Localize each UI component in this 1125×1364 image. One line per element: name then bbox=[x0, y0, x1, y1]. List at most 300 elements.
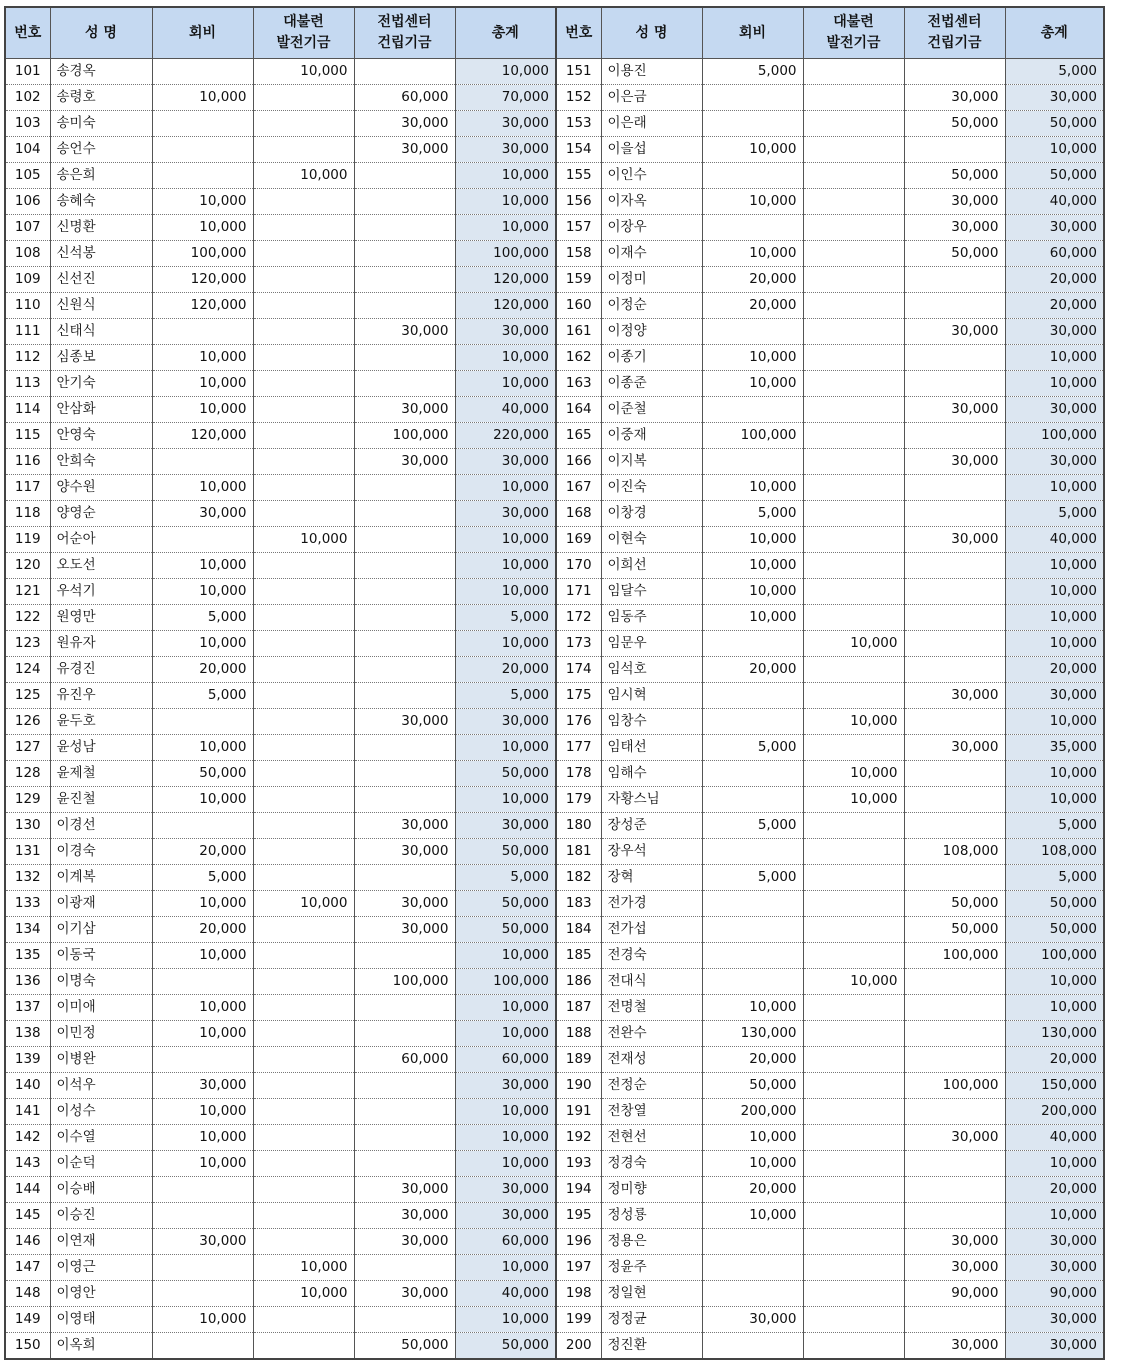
fund2-amount bbox=[904, 995, 1005, 1021]
fund1-amount bbox=[253, 1177, 354, 1203]
member-name: 이용진 bbox=[601, 59, 702, 85]
fund1-amount bbox=[253, 319, 354, 345]
total-amount: 60,000 bbox=[1005, 241, 1104, 267]
fund1-amount bbox=[803, 449, 904, 475]
row-number: 116 bbox=[5, 449, 50, 475]
header-fee: 회비 bbox=[152, 7, 253, 59]
row-number: 146 bbox=[5, 1229, 50, 1255]
row-number: 166 bbox=[556, 449, 601, 475]
total-amount: 5,000 bbox=[455, 865, 556, 891]
header-total: 총계 bbox=[1005, 7, 1104, 59]
member-name: 이승배 bbox=[50, 1177, 152, 1203]
fund2-amount bbox=[904, 579, 1005, 605]
row-number: 126 bbox=[5, 709, 50, 735]
table-row bbox=[5, 1021, 1104, 1047]
header-name: 성 명 bbox=[601, 7, 702, 59]
table-row bbox=[5, 839, 1104, 865]
total-amount: 50,000 bbox=[1005, 917, 1104, 943]
fee-amount: 10,000 bbox=[152, 475, 253, 501]
total-amount: 50,000 bbox=[455, 1333, 556, 1360]
member-name: 이자옥 bbox=[601, 189, 702, 215]
member-name: 전정순 bbox=[601, 1073, 702, 1099]
row-number: 118 bbox=[5, 501, 50, 527]
fee-amount: 10,000 bbox=[702, 1151, 803, 1177]
total-amount: 10,000 bbox=[455, 1125, 556, 1151]
row-number: 190 bbox=[556, 1073, 601, 1099]
member-name: 이순덕 bbox=[50, 1151, 152, 1177]
table-row bbox=[5, 943, 1104, 969]
row-number: 107 bbox=[5, 215, 50, 241]
fund2-amount bbox=[904, 267, 1005, 293]
fee-amount: 10,000 bbox=[702, 345, 803, 371]
member-name: 전가섭 bbox=[601, 917, 702, 943]
member-name: 임동주 bbox=[601, 605, 702, 631]
fund1-amount bbox=[803, 527, 904, 553]
total-amount: 10,000 bbox=[455, 1307, 556, 1333]
row-number: 119 bbox=[5, 527, 50, 553]
fund1-amount: 10,000 bbox=[253, 891, 354, 917]
fund2-amount: 50,000 bbox=[904, 111, 1005, 137]
fund2-amount: 50,000 bbox=[904, 163, 1005, 189]
member-name: 우석기 bbox=[50, 579, 152, 605]
fee-amount: 10,000 bbox=[152, 1099, 253, 1125]
fund2-amount: 30,000 bbox=[354, 1203, 455, 1229]
row-number: 123 bbox=[5, 631, 50, 657]
fund2-amount bbox=[354, 787, 455, 813]
fund2-amount bbox=[904, 1047, 1005, 1073]
total-amount: 10,000 bbox=[455, 735, 556, 761]
header-fund2 bbox=[354, 7, 455, 59]
fund2-amount bbox=[904, 293, 1005, 319]
fund2-amount: 108,000 bbox=[904, 839, 1005, 865]
table-row bbox=[5, 709, 1104, 735]
total-amount: 200,000 bbox=[1005, 1099, 1104, 1125]
total-amount: 50,000 bbox=[455, 839, 556, 865]
fund1-amount bbox=[253, 423, 354, 449]
member-name: 송령호 bbox=[50, 85, 152, 111]
fund2-amount: 30,000 bbox=[354, 1281, 455, 1307]
fee-amount: 10,000 bbox=[152, 631, 253, 657]
member-name: 안영숙 bbox=[50, 423, 152, 449]
member-name: 이정순 bbox=[601, 293, 702, 319]
row-number: 148 bbox=[5, 1281, 50, 1307]
fund2-amount bbox=[904, 709, 1005, 735]
member-name: 이준철 bbox=[601, 397, 702, 423]
member-name: 이영근 bbox=[50, 1255, 152, 1281]
fee-amount bbox=[702, 917, 803, 943]
row-number: 102 bbox=[5, 85, 50, 111]
total-amount: 10,000 bbox=[455, 553, 556, 579]
member-name: 양수원 bbox=[50, 475, 152, 501]
table-row bbox=[5, 1177, 1104, 1203]
row-number: 159 bbox=[556, 267, 601, 293]
member-name: 윤진철 bbox=[50, 787, 152, 813]
total-amount: 120,000 bbox=[455, 293, 556, 319]
fund1-amount bbox=[803, 1229, 904, 1255]
fee-amount bbox=[702, 215, 803, 241]
table-row bbox=[5, 293, 1104, 319]
fund1-amount bbox=[253, 371, 354, 397]
row-number: 122 bbox=[5, 605, 50, 631]
fund1-amount bbox=[253, 917, 354, 943]
table-row bbox=[5, 657, 1104, 683]
total-amount: 10,000 bbox=[455, 1151, 556, 1177]
member-name: 장혁 bbox=[601, 865, 702, 891]
fund1-amount: 10,000 bbox=[803, 969, 904, 995]
header-name: 성 명 bbox=[50, 7, 152, 59]
total-amount: 10,000 bbox=[455, 631, 556, 657]
fund2-amount: 30,000 bbox=[904, 1125, 1005, 1151]
row-number: 173 bbox=[556, 631, 601, 657]
fee-amount: 10,000 bbox=[152, 553, 253, 579]
fund1-amount bbox=[253, 137, 354, 163]
total-amount: 30,000 bbox=[1005, 1307, 1104, 1333]
total-amount: 50,000 bbox=[455, 917, 556, 943]
fund1-amount bbox=[253, 657, 354, 683]
total-amount: 10,000 bbox=[455, 527, 556, 553]
member-name: 윤두호 bbox=[50, 709, 152, 735]
fee-amount bbox=[152, 449, 253, 475]
row-number: 135 bbox=[5, 943, 50, 969]
fund1-amount bbox=[803, 215, 904, 241]
fee-amount bbox=[702, 1255, 803, 1281]
fee-amount: 20,000 bbox=[152, 839, 253, 865]
fee-amount: 10,000 bbox=[702, 995, 803, 1021]
member-name: 임창수 bbox=[601, 709, 702, 735]
row-number: 120 bbox=[5, 553, 50, 579]
row-number: 160 bbox=[556, 293, 601, 319]
fee-amount bbox=[152, 813, 253, 839]
fee-amount: 5,000 bbox=[152, 605, 253, 631]
fund1-amount bbox=[803, 1281, 904, 1307]
fund1-amount bbox=[803, 319, 904, 345]
total-amount: 10,000 bbox=[455, 345, 556, 371]
fund2-amount: 60,000 bbox=[354, 85, 455, 111]
member-name: 전경숙 bbox=[601, 943, 702, 969]
row-number: 117 bbox=[5, 475, 50, 501]
member-name: 이창경 bbox=[601, 501, 702, 527]
total-amount: 10,000 bbox=[455, 189, 556, 215]
total-amount: 150,000 bbox=[1005, 1073, 1104, 1099]
member-name: 양영순 bbox=[50, 501, 152, 527]
member-name: 임달수 bbox=[601, 579, 702, 605]
member-name: 장성준 bbox=[601, 813, 702, 839]
total-amount: 10,000 bbox=[1005, 787, 1104, 813]
fund2-amount: 60,000 bbox=[354, 1047, 455, 1073]
table-row bbox=[5, 1307, 1104, 1333]
fee-amount: 10,000 bbox=[152, 1021, 253, 1047]
total-amount: 5,000 bbox=[1005, 501, 1104, 527]
fee-amount: 10,000 bbox=[702, 553, 803, 579]
table-row bbox=[5, 1203, 1104, 1229]
member-name: 이경숙 bbox=[50, 839, 152, 865]
total-amount: 30,000 bbox=[455, 1177, 556, 1203]
total-amount: 30,000 bbox=[455, 111, 556, 137]
row-number: 109 bbox=[5, 267, 50, 293]
member-name: 자황스님 bbox=[601, 787, 702, 813]
fee-amount: 10,000 bbox=[152, 579, 253, 605]
row-number: 185 bbox=[556, 943, 601, 969]
row-number: 130 bbox=[5, 813, 50, 839]
row-number: 184 bbox=[556, 917, 601, 943]
total-amount: 30,000 bbox=[455, 449, 556, 475]
fund2-amount bbox=[904, 553, 1005, 579]
row-number: 131 bbox=[5, 839, 50, 865]
fund2-amount bbox=[354, 657, 455, 683]
member-name: 이영안 bbox=[50, 1281, 152, 1307]
fund1-amount bbox=[253, 995, 354, 1021]
fee-amount bbox=[702, 761, 803, 787]
row-number: 145 bbox=[5, 1203, 50, 1229]
row-number: 147 bbox=[5, 1255, 50, 1281]
fee-amount: 30,000 bbox=[152, 501, 253, 527]
fund2-amount bbox=[354, 995, 455, 1021]
member-name: 임해수 bbox=[601, 761, 702, 787]
row-number: 137 bbox=[5, 995, 50, 1021]
total-amount: 10,000 bbox=[455, 943, 556, 969]
table-row bbox=[5, 319, 1104, 345]
table-row bbox=[5, 787, 1104, 813]
total-amount: 60,000 bbox=[455, 1229, 556, 1255]
member-name: 신석봉 bbox=[50, 241, 152, 267]
fee-amount bbox=[702, 891, 803, 917]
fund1-amount bbox=[253, 735, 354, 761]
member-name: 전대식 bbox=[601, 969, 702, 995]
fee-amount: 10,000 bbox=[702, 371, 803, 397]
fund2-amount bbox=[354, 631, 455, 657]
total-amount: 10,000 bbox=[455, 215, 556, 241]
fund1-amount bbox=[803, 735, 904, 761]
fee-amount bbox=[152, 527, 253, 553]
fee-amount: 30,000 bbox=[152, 1073, 253, 1099]
member-name: 전현선 bbox=[601, 1125, 702, 1151]
table-row bbox=[5, 241, 1104, 267]
fund1-amount bbox=[253, 1073, 354, 1099]
fund1-amount bbox=[253, 605, 354, 631]
fund2-amount bbox=[904, 1021, 1005, 1047]
row-number: 178 bbox=[556, 761, 601, 787]
member-name: 이현숙 bbox=[601, 527, 702, 553]
header-fund1-line2: 발전기금 bbox=[276, 35, 331, 51]
fund2-amount bbox=[354, 943, 455, 969]
row-number: 193 bbox=[556, 1151, 601, 1177]
fund2-amount bbox=[904, 423, 1005, 449]
total-amount: 70,000 bbox=[455, 85, 556, 111]
fee-amount bbox=[152, 319, 253, 345]
fund1-amount bbox=[803, 137, 904, 163]
fund2-amount: 100,000 bbox=[354, 423, 455, 449]
fund1-amount bbox=[803, 917, 904, 943]
fee-amount bbox=[702, 111, 803, 137]
fee-amount bbox=[152, 137, 253, 163]
row-number: 121 bbox=[5, 579, 50, 605]
fund2-amount: 100,000 bbox=[904, 1073, 1005, 1099]
header-total: 총계 bbox=[455, 7, 556, 59]
total-amount: 30,000 bbox=[455, 137, 556, 163]
fund2-amount bbox=[354, 475, 455, 501]
fund1-amount bbox=[253, 631, 354, 657]
total-amount: 10,000 bbox=[455, 787, 556, 813]
fund1-amount bbox=[803, 59, 904, 85]
member-name: 정윤주 bbox=[601, 1255, 702, 1281]
fund1-amount bbox=[253, 813, 354, 839]
header-row bbox=[5, 7, 1104, 59]
member-name: 임문우 bbox=[601, 631, 702, 657]
fund2-amount bbox=[904, 1151, 1005, 1177]
fund1-amount bbox=[253, 579, 354, 605]
fund1-amount: 10,000 bbox=[253, 1255, 354, 1281]
row-number: 108 bbox=[5, 241, 50, 267]
row-number: 161 bbox=[556, 319, 601, 345]
member-name: 전가경 bbox=[601, 891, 702, 917]
fee-amount bbox=[702, 449, 803, 475]
total-amount: 20,000 bbox=[1005, 267, 1104, 293]
fee-amount: 10,000 bbox=[702, 475, 803, 501]
total-amount: 10,000 bbox=[1005, 371, 1104, 397]
fund2-amount: 30,000 bbox=[354, 813, 455, 839]
fee-amount: 10,000 bbox=[702, 527, 803, 553]
fund2-amount bbox=[904, 1099, 1005, 1125]
fund2-amount bbox=[354, 189, 455, 215]
member-name: 이장우 bbox=[601, 215, 702, 241]
fund1-amount bbox=[803, 1177, 904, 1203]
row-number: 199 bbox=[556, 1307, 601, 1333]
fund1-amount bbox=[253, 553, 354, 579]
table-row bbox=[5, 813, 1104, 839]
row-number: 176 bbox=[556, 709, 601, 735]
fund2-amount bbox=[354, 1099, 455, 1125]
fee-amount bbox=[702, 943, 803, 969]
member-name: 임석호 bbox=[601, 657, 702, 683]
total-amount: 40,000 bbox=[455, 1281, 556, 1307]
row-number: 191 bbox=[556, 1099, 601, 1125]
fee-amount: 120,000 bbox=[152, 423, 253, 449]
member-name: 이승진 bbox=[50, 1203, 152, 1229]
fund1-amount bbox=[803, 1203, 904, 1229]
fee-amount: 10,000 bbox=[152, 1307, 253, 1333]
fund1-amount bbox=[803, 1047, 904, 1073]
row-number: 114 bbox=[5, 397, 50, 423]
row-number: 110 bbox=[5, 293, 50, 319]
row-number: 188 bbox=[556, 1021, 601, 1047]
fund2-amount bbox=[354, 579, 455, 605]
fund2-amount: 50,000 bbox=[904, 241, 1005, 267]
member-name: 이종준 bbox=[601, 371, 702, 397]
total-amount: 30,000 bbox=[1005, 683, 1104, 709]
table-row bbox=[5, 735, 1104, 761]
total-amount: 130,000 bbox=[1005, 1021, 1104, 1047]
fee-amount bbox=[702, 319, 803, 345]
member-name: 정일현 bbox=[601, 1281, 702, 1307]
fund1-amount bbox=[253, 761, 354, 787]
fee-amount: 10,000 bbox=[152, 345, 253, 371]
total-amount: 30,000 bbox=[455, 813, 556, 839]
total-amount: 30,000 bbox=[1005, 215, 1104, 241]
fund1-amount bbox=[803, 293, 904, 319]
fund1-amount bbox=[253, 345, 354, 371]
fee-amount: 10,000 bbox=[152, 397, 253, 423]
total-amount: 10,000 bbox=[1005, 475, 1104, 501]
fund2-amount bbox=[354, 215, 455, 241]
fund1-amount bbox=[253, 501, 354, 527]
row-number: 152 bbox=[556, 85, 601, 111]
fund1-amount bbox=[803, 85, 904, 111]
fund1-amount bbox=[253, 1125, 354, 1151]
fund2-amount bbox=[904, 787, 1005, 813]
fund2-amount bbox=[904, 657, 1005, 683]
fund1-amount bbox=[803, 241, 904, 267]
fund1-amount bbox=[803, 501, 904, 527]
fund1-amount bbox=[803, 111, 904, 137]
table-row bbox=[5, 371, 1104, 397]
fund1-amount bbox=[803, 1021, 904, 1047]
member-name: 이병완 bbox=[50, 1047, 152, 1073]
table-row bbox=[5, 1073, 1104, 1099]
row-number: 142 bbox=[5, 1125, 50, 1151]
fund2-amount bbox=[354, 371, 455, 397]
fund1-amount bbox=[253, 1333, 354, 1360]
fund1-amount bbox=[253, 709, 354, 735]
member-name: 원유자 bbox=[50, 631, 152, 657]
total-amount: 40,000 bbox=[1005, 189, 1104, 215]
fee-amount bbox=[702, 1333, 803, 1360]
fund2-amount: 30,000 bbox=[904, 319, 1005, 345]
row-number: 183 bbox=[556, 891, 601, 917]
fund2-amount bbox=[354, 865, 455, 891]
fee-amount: 10,000 bbox=[702, 605, 803, 631]
fund2-amount: 30,000 bbox=[904, 397, 1005, 423]
member-name: 이희선 bbox=[601, 553, 702, 579]
row-number: 149 bbox=[5, 1307, 50, 1333]
row-number: 113 bbox=[5, 371, 50, 397]
member-name: 신태식 bbox=[50, 319, 152, 345]
total-amount: 10,000 bbox=[1005, 1151, 1104, 1177]
total-amount: 30,000 bbox=[1005, 1333, 1104, 1360]
member-name: 이수열 bbox=[50, 1125, 152, 1151]
fund2-amount bbox=[354, 59, 455, 85]
member-name: 이은금 bbox=[601, 85, 702, 111]
member-name: 심종보 bbox=[50, 345, 152, 371]
member-name: 정진환 bbox=[601, 1333, 702, 1360]
member-name: 윤성남 bbox=[50, 735, 152, 761]
fee-amount: 5,000 bbox=[702, 501, 803, 527]
table-row bbox=[5, 475, 1104, 501]
fund1-amount bbox=[803, 839, 904, 865]
fee-amount bbox=[702, 1229, 803, 1255]
fee-amount bbox=[702, 397, 803, 423]
row-number: 105 bbox=[5, 163, 50, 189]
fund2-amount bbox=[904, 865, 1005, 891]
fee-amount bbox=[702, 787, 803, 813]
member-name: 이지복 bbox=[601, 449, 702, 475]
member-name: 안기숙 bbox=[50, 371, 152, 397]
fee-amount: 10,000 bbox=[152, 215, 253, 241]
member-name: 이기삼 bbox=[50, 917, 152, 943]
table-row bbox=[5, 605, 1104, 631]
row-number: 182 bbox=[556, 865, 601, 891]
fund1-amount: 10,000 bbox=[803, 631, 904, 657]
row-number: 162 bbox=[556, 345, 601, 371]
fund1-amount bbox=[803, 865, 904, 891]
fund2-amount: 30,000 bbox=[904, 1255, 1005, 1281]
fund2-amount bbox=[904, 345, 1005, 371]
table-row bbox=[5, 865, 1104, 891]
row-number: 151 bbox=[556, 59, 601, 85]
fund1-amount bbox=[253, 1203, 354, 1229]
total-amount: 40,000 bbox=[1005, 1125, 1104, 1151]
member-name: 이계복 bbox=[50, 865, 152, 891]
total-amount: 10,000 bbox=[1005, 761, 1104, 787]
